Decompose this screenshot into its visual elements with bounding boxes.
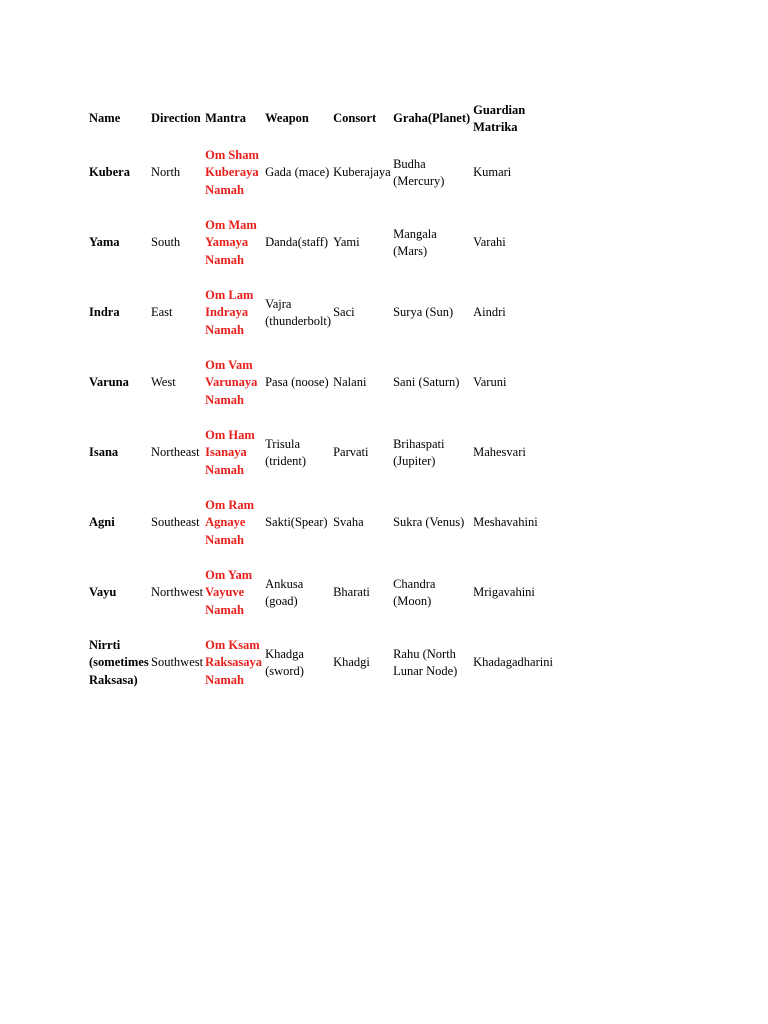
- table-row: [88, 208, 562, 278]
- cell-direction: Northeast: [151, 445, 200, 460]
- guardian-deities-table: [88, 100, 562, 698]
- table-header-row: [88, 100, 562, 138]
- cell-weapon: Gada (mace): [265, 165, 330, 180]
- cell-consort: Yami: [333, 235, 360, 250]
- cell-mantra: Om Yam Vayuve Namah: [205, 567, 253, 617]
- cell-weapon: Pasa (noose): [265, 375, 329, 390]
- cell-graha: Sukra (Venus): [393, 515, 465, 530]
- cell-graha: Sani (Saturn): [393, 375, 460, 390]
- table-row: [88, 348, 562, 418]
- cell-mantra: Om Lam Indraya Namah: [205, 287, 254, 337]
- cell-consort: Nalani: [333, 375, 367, 390]
- table-row: [88, 278, 562, 348]
- cell-consort: Saci: [333, 305, 355, 320]
- cell-matrika: Mahesvari: [473, 445, 526, 460]
- cell-matrika: Khadagadharini: [473, 655, 553, 670]
- header-mantra: Mantra: [205, 111, 247, 126]
- header-direction: Direction: [151, 111, 201, 126]
- cell-name: Indra: [89, 305, 120, 320]
- cell-consort: Parvati: [333, 445, 369, 460]
- cell-matrika: Varahi: [473, 235, 506, 250]
- cell-weapon: Danda(staff): [265, 235, 329, 250]
- cell-matrika: Varuni: [473, 375, 507, 390]
- cell-graha: Budha (Mercury): [393, 156, 445, 188]
- table-row: [88, 628, 562, 698]
- cell-direction: North: [151, 165, 181, 180]
- cell-graha: Brihaspati (Jupiter): [393, 436, 445, 468]
- cell-name: Kubera: [89, 165, 130, 180]
- header-graha: Graha(Planet): [393, 111, 471, 126]
- cell-weapon: Khadga (sword): [265, 646, 304, 678]
- cell-matrika: Aindri: [473, 305, 506, 320]
- cell-matrika: Meshavahini: [473, 515, 538, 530]
- cell-graha: Chandra (Moon): [393, 576, 436, 608]
- cell-mantra: Om Ham Isanaya Namah: [205, 427, 255, 477]
- cell-weapon: Sakti(Spear): [265, 515, 328, 530]
- cell-mantra: Om Ksam Raksasaya Namah: [205, 637, 263, 687]
- cell-name: Nirrti (sometimes Raksasa): [89, 637, 149, 687]
- header-guardian-matrika: Guardian Matrika: [473, 102, 526, 134]
- cell-mantra: Om Vam Varunaya Namah: [205, 357, 258, 407]
- cell-direction: Southwest: [151, 655, 204, 670]
- cell-mantra: Om Sham Kuberaya Namah: [205, 147, 259, 197]
- cell-consort: Bharati: [333, 585, 370, 600]
- cell-graha: Surya (Sun): [393, 305, 454, 320]
- cell-direction: Northwest: [151, 585, 204, 600]
- cell-direction: East: [151, 305, 173, 320]
- cell-mantra: Om Ram Agnaye Namah: [205, 497, 255, 547]
- cell-matrika: Kumari: [473, 165, 512, 180]
- cell-name: Vayu: [89, 585, 117, 600]
- cell-consort: Khadgi: [333, 655, 370, 670]
- header-consort: Consort: [333, 111, 377, 126]
- cell-direction: West: [151, 375, 176, 390]
- table-row: [88, 558, 562, 628]
- header-weapon: Weapon: [265, 111, 309, 126]
- cell-weapon: Ankusa (goad): [265, 576, 304, 608]
- cell-name: Agni: [89, 515, 115, 530]
- cell-consort: Svaha: [333, 515, 364, 530]
- cell-consort: Kuberajaya: [333, 165, 391, 180]
- table-row: [88, 138, 562, 208]
- cell-matrika: Mrigavahini: [473, 585, 535, 600]
- header-name: Name: [89, 111, 121, 126]
- cell-weapon: Vajra (thunderbolt): [265, 296, 332, 328]
- cell-mantra: Om Mam Yamaya Namah: [205, 217, 257, 267]
- cell-graha: Mangala (Mars): [393, 226, 437, 258]
- table-row: [88, 488, 562, 558]
- cell-name: Varuna: [89, 375, 129, 390]
- table-row: [88, 418, 562, 488]
- cell-direction: Southeast: [151, 515, 200, 530]
- cell-direction: South: [151, 235, 181, 250]
- cell-name: Yama: [89, 235, 120, 250]
- cell-name: Isana: [89, 445, 119, 460]
- cell-graha: Rahu (North Lunar Node): [393, 646, 458, 678]
- cell-weapon: Trisula (trident): [265, 436, 307, 468]
